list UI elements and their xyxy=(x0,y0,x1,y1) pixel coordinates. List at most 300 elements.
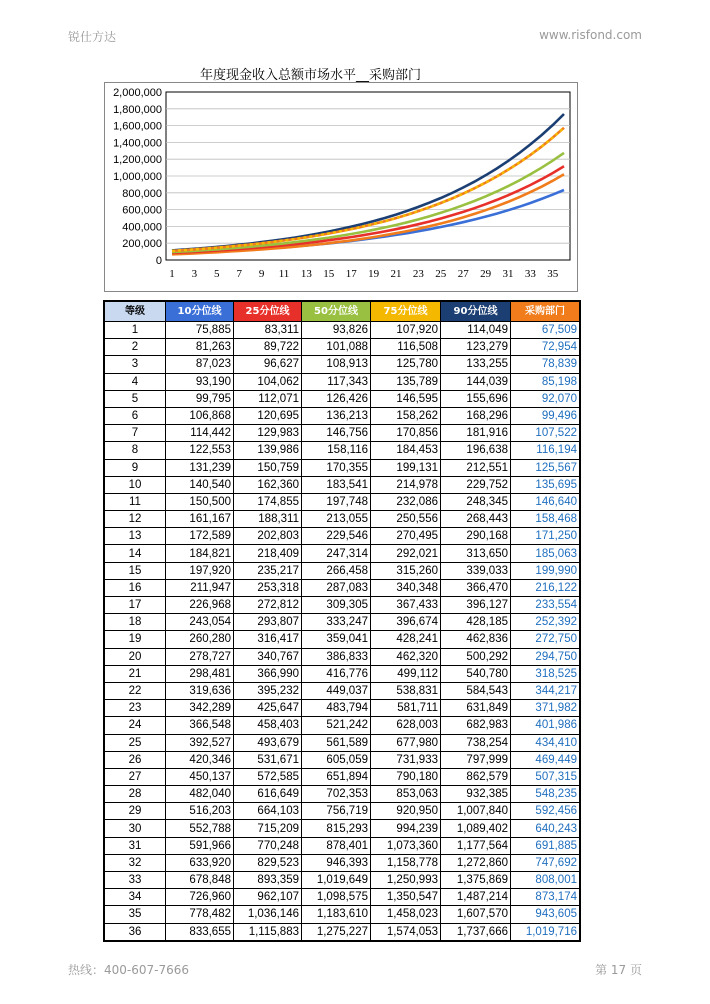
value-cell: 170,856 xyxy=(371,425,441,442)
value-cell: 702,353 xyxy=(302,786,371,803)
level-cell: 25 xyxy=(104,734,166,751)
table-row xyxy=(104,614,580,631)
table-row xyxy=(104,665,580,682)
value-cell: 462,836 xyxy=(441,631,511,648)
value-cell: 146,595 xyxy=(371,390,441,407)
value-cell: 250,556 xyxy=(371,511,441,528)
level-cell: 35 xyxy=(104,906,166,923)
value-cell: 396,127 xyxy=(441,597,511,614)
value-cell: 633,920 xyxy=(166,854,234,871)
table-row xyxy=(104,597,580,614)
value-cell: 146,640 xyxy=(511,493,581,510)
level-cell: 13 xyxy=(104,528,166,545)
level-cell: 36 xyxy=(104,923,166,941)
table-row xyxy=(104,786,580,803)
value-cell: 184,821 xyxy=(166,545,234,562)
level-cell: 9 xyxy=(104,459,166,476)
table-row xyxy=(104,373,580,390)
value-cell: 1,019,716 xyxy=(511,923,581,941)
value-cell: 114,049 xyxy=(441,322,511,339)
value-cell: 678,848 xyxy=(166,872,234,889)
value-cell: 829,523 xyxy=(234,854,302,871)
x-tick-label: 5 xyxy=(214,268,220,280)
value-cell: 216,122 xyxy=(511,579,581,596)
value-cell: 85,198 xyxy=(511,373,581,390)
x-tick-label: 9 xyxy=(258,268,265,280)
value-cell: 726,960 xyxy=(166,889,234,906)
value-cell: 500,292 xyxy=(441,648,511,665)
y-tick-label: 1,000,000 xyxy=(113,171,162,183)
brand-name: 锐仕方达 xyxy=(68,30,117,44)
salary-table xyxy=(103,300,581,942)
value-cell: 359,041 xyxy=(302,631,371,648)
value-cell: 83,311 xyxy=(234,322,302,339)
value-cell: 196,638 xyxy=(441,442,511,459)
value-cell: 108,913 xyxy=(302,356,371,373)
table-row xyxy=(104,872,580,889)
value-cell: 815,293 xyxy=(302,820,371,837)
value-cell: 93,190 xyxy=(166,373,234,390)
value-cell: 309,305 xyxy=(302,597,371,614)
table-row xyxy=(104,803,580,820)
level-cell: 5 xyxy=(104,390,166,407)
value-cell: 87,023 xyxy=(166,356,234,373)
level-cell: 14 xyxy=(104,545,166,562)
table-row xyxy=(104,562,580,579)
level-cell: 22 xyxy=(104,682,166,699)
value-cell: 272,812 xyxy=(234,597,302,614)
value-cell: 270,495 xyxy=(371,528,441,545)
value-cell: 1,350,547 xyxy=(371,889,441,906)
y-tick-label: 1,400,000 xyxy=(113,137,162,150)
value-cell: 469,449 xyxy=(511,751,581,768)
value-cell: 139,986 xyxy=(234,442,302,459)
value-cell: 89,722 xyxy=(234,339,302,356)
table-row xyxy=(104,682,580,699)
value-cell: 651,894 xyxy=(302,768,371,785)
value-cell: 677,980 xyxy=(371,734,441,751)
table-row xyxy=(104,734,580,751)
level-cell: 30 xyxy=(104,820,166,837)
value-cell: 1,115,883 xyxy=(234,923,302,941)
value-cell: 232,086 xyxy=(371,493,441,510)
table-row xyxy=(104,717,580,734)
value-cell: 386,833 xyxy=(302,648,371,665)
x-tick-label: 25 xyxy=(435,268,447,280)
value-cell: 458,403 xyxy=(234,717,302,734)
value-cell: 853,063 xyxy=(371,786,441,803)
value-cell: 72,954 xyxy=(511,339,581,356)
value-cell: 155,696 xyxy=(441,390,511,407)
level-cell: 17 xyxy=(104,597,166,614)
value-cell: 1,158,778 xyxy=(371,854,441,871)
hotline: 热线：400-607-7666 xyxy=(68,963,190,977)
table-row xyxy=(104,528,580,545)
y-tick-label: 0 xyxy=(155,255,162,267)
value-cell: 107,522 xyxy=(511,425,581,442)
value-cell: 371,982 xyxy=(511,700,581,717)
value-cell: 416,776 xyxy=(302,665,371,682)
value-cell: 493,679 xyxy=(234,734,302,751)
y-tick-label: 200,000 xyxy=(122,238,162,251)
value-cell: 367,433 xyxy=(371,597,441,614)
value-cell: 584,543 xyxy=(441,682,511,699)
level-cell: 3 xyxy=(104,356,166,373)
value-cell: 1,275,227 xyxy=(302,923,371,941)
value-cell: 104,062 xyxy=(234,373,302,390)
value-cell: 1,089,402 xyxy=(441,820,511,837)
table-row xyxy=(104,511,580,528)
table-row xyxy=(104,442,580,459)
value-cell: 401,986 xyxy=(511,717,581,734)
value-cell: 540,780 xyxy=(441,665,511,682)
table-row xyxy=(104,854,580,871)
value-cell: 150,500 xyxy=(166,493,234,510)
value-cell: 168,296 xyxy=(441,407,511,424)
value-cell: 366,548 xyxy=(166,717,234,734)
value-cell: 112,071 xyxy=(234,390,302,407)
value-cell: 499,112 xyxy=(371,665,441,682)
table-row xyxy=(104,923,580,941)
level-cell: 8 xyxy=(104,442,166,459)
x-tick-label: 17 xyxy=(345,268,357,280)
value-cell: 226,968 xyxy=(166,597,234,614)
table-row xyxy=(104,425,580,442)
value-cell: 366,990 xyxy=(234,665,302,682)
x-tick-label: 11 xyxy=(278,268,290,280)
value-cell: 150,759 xyxy=(234,459,302,476)
table-body xyxy=(104,322,580,941)
value-cell: 420,346 xyxy=(166,751,234,768)
value-cell: 1,177,564 xyxy=(441,837,511,854)
value-cell: 260,280 xyxy=(166,631,234,648)
website-url[interactable]: www.risfond.com xyxy=(539,28,642,42)
value-cell: 591,966 xyxy=(166,837,234,854)
value-cell: 213,055 xyxy=(302,511,371,528)
level-cell: 34 xyxy=(104,889,166,906)
value-cell: 290,168 xyxy=(441,528,511,545)
value-cell: 171,250 xyxy=(511,528,581,545)
value-cell: 78,839 xyxy=(511,356,581,373)
value-cell: 93,826 xyxy=(302,322,371,339)
value-cell: 172,589 xyxy=(166,528,234,545)
value-cell: 561,589 xyxy=(302,734,371,751)
value-cell: 136,213 xyxy=(302,407,371,424)
value-cell: 125,780 xyxy=(371,356,441,373)
column-header: 90分位线 xyxy=(441,301,511,322)
x-tick-label: 7 xyxy=(236,268,242,280)
value-cell: 92,070 xyxy=(511,390,581,407)
table-row xyxy=(104,459,580,476)
value-cell: 161,167 xyxy=(166,511,234,528)
value-cell: 1,487,214 xyxy=(441,889,511,906)
y-tick-label: 2,000,000 xyxy=(113,87,162,99)
level-cell: 26 xyxy=(104,751,166,768)
value-cell: 247,314 xyxy=(302,545,371,562)
value-cell: 174,855 xyxy=(234,493,302,510)
column-header: 50分位线 xyxy=(302,301,371,322)
value-cell: 184,453 xyxy=(371,442,441,459)
value-cell: 318,525 xyxy=(511,665,581,682)
value-cell: 1,737,666 xyxy=(441,923,511,941)
value-cell: 116,508 xyxy=(371,339,441,356)
value-cell: 552,788 xyxy=(166,820,234,837)
value-cell: 962,107 xyxy=(234,889,302,906)
value-cell: 340,348 xyxy=(371,579,441,596)
value-cell: 214,978 xyxy=(371,476,441,493)
value-cell: 548,235 xyxy=(511,786,581,803)
y-tick-label: 1,600,000 xyxy=(113,120,162,133)
value-cell: 316,417 xyxy=(234,631,302,648)
value-cell: 333,247 xyxy=(302,614,371,631)
table-row xyxy=(104,751,580,768)
chart-title: 年度现金收入总额市场水平__采购部门 xyxy=(200,68,422,83)
value-cell: 199,990 xyxy=(511,562,581,579)
value-cell: 1,574,053 xyxy=(371,923,441,941)
x-tick-label: 21 xyxy=(390,268,402,280)
value-cell: 135,789 xyxy=(371,373,441,390)
value-cell: 252,392 xyxy=(511,614,581,631)
table-row xyxy=(104,579,580,596)
value-cell: 640,243 xyxy=(511,820,581,837)
value-cell: 756,719 xyxy=(302,803,371,820)
value-cell: 1,375,869 xyxy=(441,872,511,889)
value-cell: 428,185 xyxy=(441,614,511,631)
page-number: 第 17 页 xyxy=(595,963,642,977)
value-cell: 1,607,570 xyxy=(441,906,511,923)
value-cell: 202,803 xyxy=(234,528,302,545)
table-row xyxy=(104,889,580,906)
table-row xyxy=(104,648,580,665)
value-cell: 123,279 xyxy=(441,339,511,356)
value-cell: 181,916 xyxy=(441,425,511,442)
value-cell: 319,636 xyxy=(166,682,234,699)
value-cell: 715,209 xyxy=(234,820,302,837)
value-cell: 287,083 xyxy=(302,579,371,596)
level-cell: 2 xyxy=(104,339,166,356)
x-tick-label: 13 xyxy=(300,268,312,280)
table-row xyxy=(104,700,580,717)
value-cell: 116,194 xyxy=(511,442,581,459)
level-cell: 6 xyxy=(104,407,166,424)
level-cell: 24 xyxy=(104,717,166,734)
table-row xyxy=(104,339,580,356)
table-row xyxy=(104,407,580,424)
value-cell: 162,360 xyxy=(234,476,302,493)
level-cell: 29 xyxy=(104,803,166,820)
level-cell: 15 xyxy=(104,562,166,579)
level-cell: 4 xyxy=(104,373,166,390)
value-cell: 272,750 xyxy=(511,631,581,648)
table-row xyxy=(104,545,580,562)
table-row xyxy=(104,493,580,510)
value-cell: 212,551 xyxy=(441,459,511,476)
table-row xyxy=(104,837,580,854)
value-cell: 122,553 xyxy=(166,442,234,459)
value-cell: 131,239 xyxy=(166,459,234,476)
level-cell: 20 xyxy=(104,648,166,665)
y-tick-label: 400,000 xyxy=(122,221,162,234)
value-cell: 932,385 xyxy=(441,786,511,803)
value-cell: 790,180 xyxy=(371,768,441,785)
value-cell: 211,947 xyxy=(166,579,234,596)
level-cell: 10 xyxy=(104,476,166,493)
value-cell: 81,263 xyxy=(166,339,234,356)
value-cell: 1,019,649 xyxy=(302,872,371,889)
value-cell: 833,655 xyxy=(166,923,234,941)
column-header: 采购部门 xyxy=(511,301,581,322)
value-cell: 75,885 xyxy=(166,322,234,339)
value-cell: 1,250,993 xyxy=(371,872,441,889)
value-cell: 920,950 xyxy=(371,803,441,820)
value-cell: 344,217 xyxy=(511,682,581,699)
value-cell: 293,807 xyxy=(234,614,302,631)
value-cell: 101,088 xyxy=(302,339,371,356)
value-cell: 292,021 xyxy=(371,545,441,562)
table-row xyxy=(104,820,580,837)
value-cell: 235,217 xyxy=(234,562,302,579)
value-cell: 197,748 xyxy=(302,493,371,510)
value-cell: 146,756 xyxy=(302,425,371,442)
value-cell: 120,695 xyxy=(234,407,302,424)
value-cell: 218,409 xyxy=(234,545,302,562)
value-cell: 342,289 xyxy=(166,700,234,717)
value-cell: 144,039 xyxy=(441,373,511,390)
y-tick-label: 600,000 xyxy=(122,204,162,217)
value-cell: 99,496 xyxy=(511,407,581,424)
value-cell: 67,509 xyxy=(511,322,581,339)
x-tick-label: 19 xyxy=(368,268,380,280)
value-cell: 294,750 xyxy=(511,648,581,665)
table-row xyxy=(104,631,580,648)
value-cell: 731,933 xyxy=(371,751,441,768)
value-cell: 253,318 xyxy=(234,579,302,596)
value-cell: 572,585 xyxy=(234,768,302,785)
value-cell: 605,059 xyxy=(302,751,371,768)
value-cell: 428,241 xyxy=(371,631,441,648)
value-cell: 170,355 xyxy=(302,459,371,476)
level-cell: 27 xyxy=(104,768,166,785)
value-cell: 266,458 xyxy=(302,562,371,579)
value-cell: 862,579 xyxy=(441,768,511,785)
value-cell: 114,442 xyxy=(166,425,234,442)
value-cell: 366,470 xyxy=(441,579,511,596)
value-cell: 516,203 xyxy=(166,803,234,820)
value-cell: 521,242 xyxy=(302,717,371,734)
value-cell: 994,239 xyxy=(371,820,441,837)
value-cell: 229,546 xyxy=(302,528,371,545)
level-cell: 1 xyxy=(104,322,166,339)
value-cell: 268,443 xyxy=(441,511,511,528)
value-cell: 315,260 xyxy=(371,562,441,579)
value-cell: 392,527 xyxy=(166,734,234,751)
value-cell: 135,695 xyxy=(511,476,581,493)
value-cell: 248,345 xyxy=(441,493,511,510)
table-row xyxy=(104,476,580,493)
value-cell: 183,541 xyxy=(302,476,371,493)
x-tick-label: 35 xyxy=(547,268,559,280)
column-header: 10分位线 xyxy=(166,301,234,322)
value-cell: 158,116 xyxy=(302,442,371,459)
value-cell: 125,567 xyxy=(511,459,581,476)
value-cell: 1,183,610 xyxy=(302,906,371,923)
value-cell: 808,001 xyxy=(511,872,581,889)
value-cell: 592,456 xyxy=(511,803,581,820)
level-cell: 7 xyxy=(104,425,166,442)
x-tick-label: 33 xyxy=(524,268,536,280)
value-cell: 117,343 xyxy=(302,373,371,390)
value-cell: 631,849 xyxy=(441,700,511,717)
value-cell: 298,481 xyxy=(166,665,234,682)
level-cell: 28 xyxy=(104,786,166,803)
value-cell: 233,554 xyxy=(511,597,581,614)
value-cell: 878,401 xyxy=(302,837,371,854)
value-cell: 483,794 xyxy=(302,700,371,717)
value-cell: 449,037 xyxy=(302,682,371,699)
value-cell: 158,262 xyxy=(371,407,441,424)
value-cell: 778,482 xyxy=(166,906,234,923)
value-cell: 158,468 xyxy=(511,511,581,528)
value-cell: 425,647 xyxy=(234,700,302,717)
value-cell: 243,054 xyxy=(166,614,234,631)
level-cell: 32 xyxy=(104,854,166,871)
y-tick-label: 800,000 xyxy=(122,187,162,200)
x-tick-label: 3 xyxy=(191,268,198,280)
value-cell: 943,605 xyxy=(511,906,581,923)
level-cell: 12 xyxy=(104,511,166,528)
table-row xyxy=(104,322,580,339)
table-row xyxy=(104,356,580,373)
value-cell: 462,320 xyxy=(371,648,441,665)
value-cell: 531,671 xyxy=(234,751,302,768)
value-cell: 1,098,575 xyxy=(302,889,371,906)
value-cell: 339,033 xyxy=(441,562,511,579)
value-cell: 395,232 xyxy=(234,682,302,699)
value-cell: 682,983 xyxy=(441,717,511,734)
value-cell: 770,248 xyxy=(234,837,302,854)
value-cell: 199,131 xyxy=(371,459,441,476)
value-cell: 691,885 xyxy=(511,837,581,854)
table-row xyxy=(104,906,580,923)
value-cell: 482,040 xyxy=(166,786,234,803)
value-cell: 133,255 xyxy=(441,356,511,373)
value-cell: 96,627 xyxy=(234,356,302,373)
value-cell: 1,073,360 xyxy=(371,837,441,854)
level-cell: 33 xyxy=(104,872,166,889)
value-cell: 946,393 xyxy=(302,854,371,871)
value-cell: 538,831 xyxy=(371,682,441,699)
x-tick-label: 29 xyxy=(480,268,492,280)
table-header-row xyxy=(104,301,580,322)
level-cell: 23 xyxy=(104,700,166,717)
level-cell: 18 xyxy=(104,614,166,631)
y-tick-label: 1,200,000 xyxy=(113,154,162,167)
value-cell: 1,036,146 xyxy=(234,906,302,923)
value-cell: 340,767 xyxy=(234,648,302,665)
x-tick-label: 31 xyxy=(502,268,514,280)
value-cell: 396,674 xyxy=(371,614,441,631)
value-cell: 507,315 xyxy=(511,768,581,785)
line-chart xyxy=(104,82,578,292)
value-cell: 197,920 xyxy=(166,562,234,579)
level-cell: 21 xyxy=(104,665,166,682)
value-cell: 581,711 xyxy=(371,700,441,717)
table-row xyxy=(104,768,580,785)
value-cell: 185,063 xyxy=(511,545,581,562)
value-cell: 1,272,860 xyxy=(441,854,511,871)
table-row xyxy=(104,390,580,407)
value-cell: 129,983 xyxy=(234,425,302,442)
